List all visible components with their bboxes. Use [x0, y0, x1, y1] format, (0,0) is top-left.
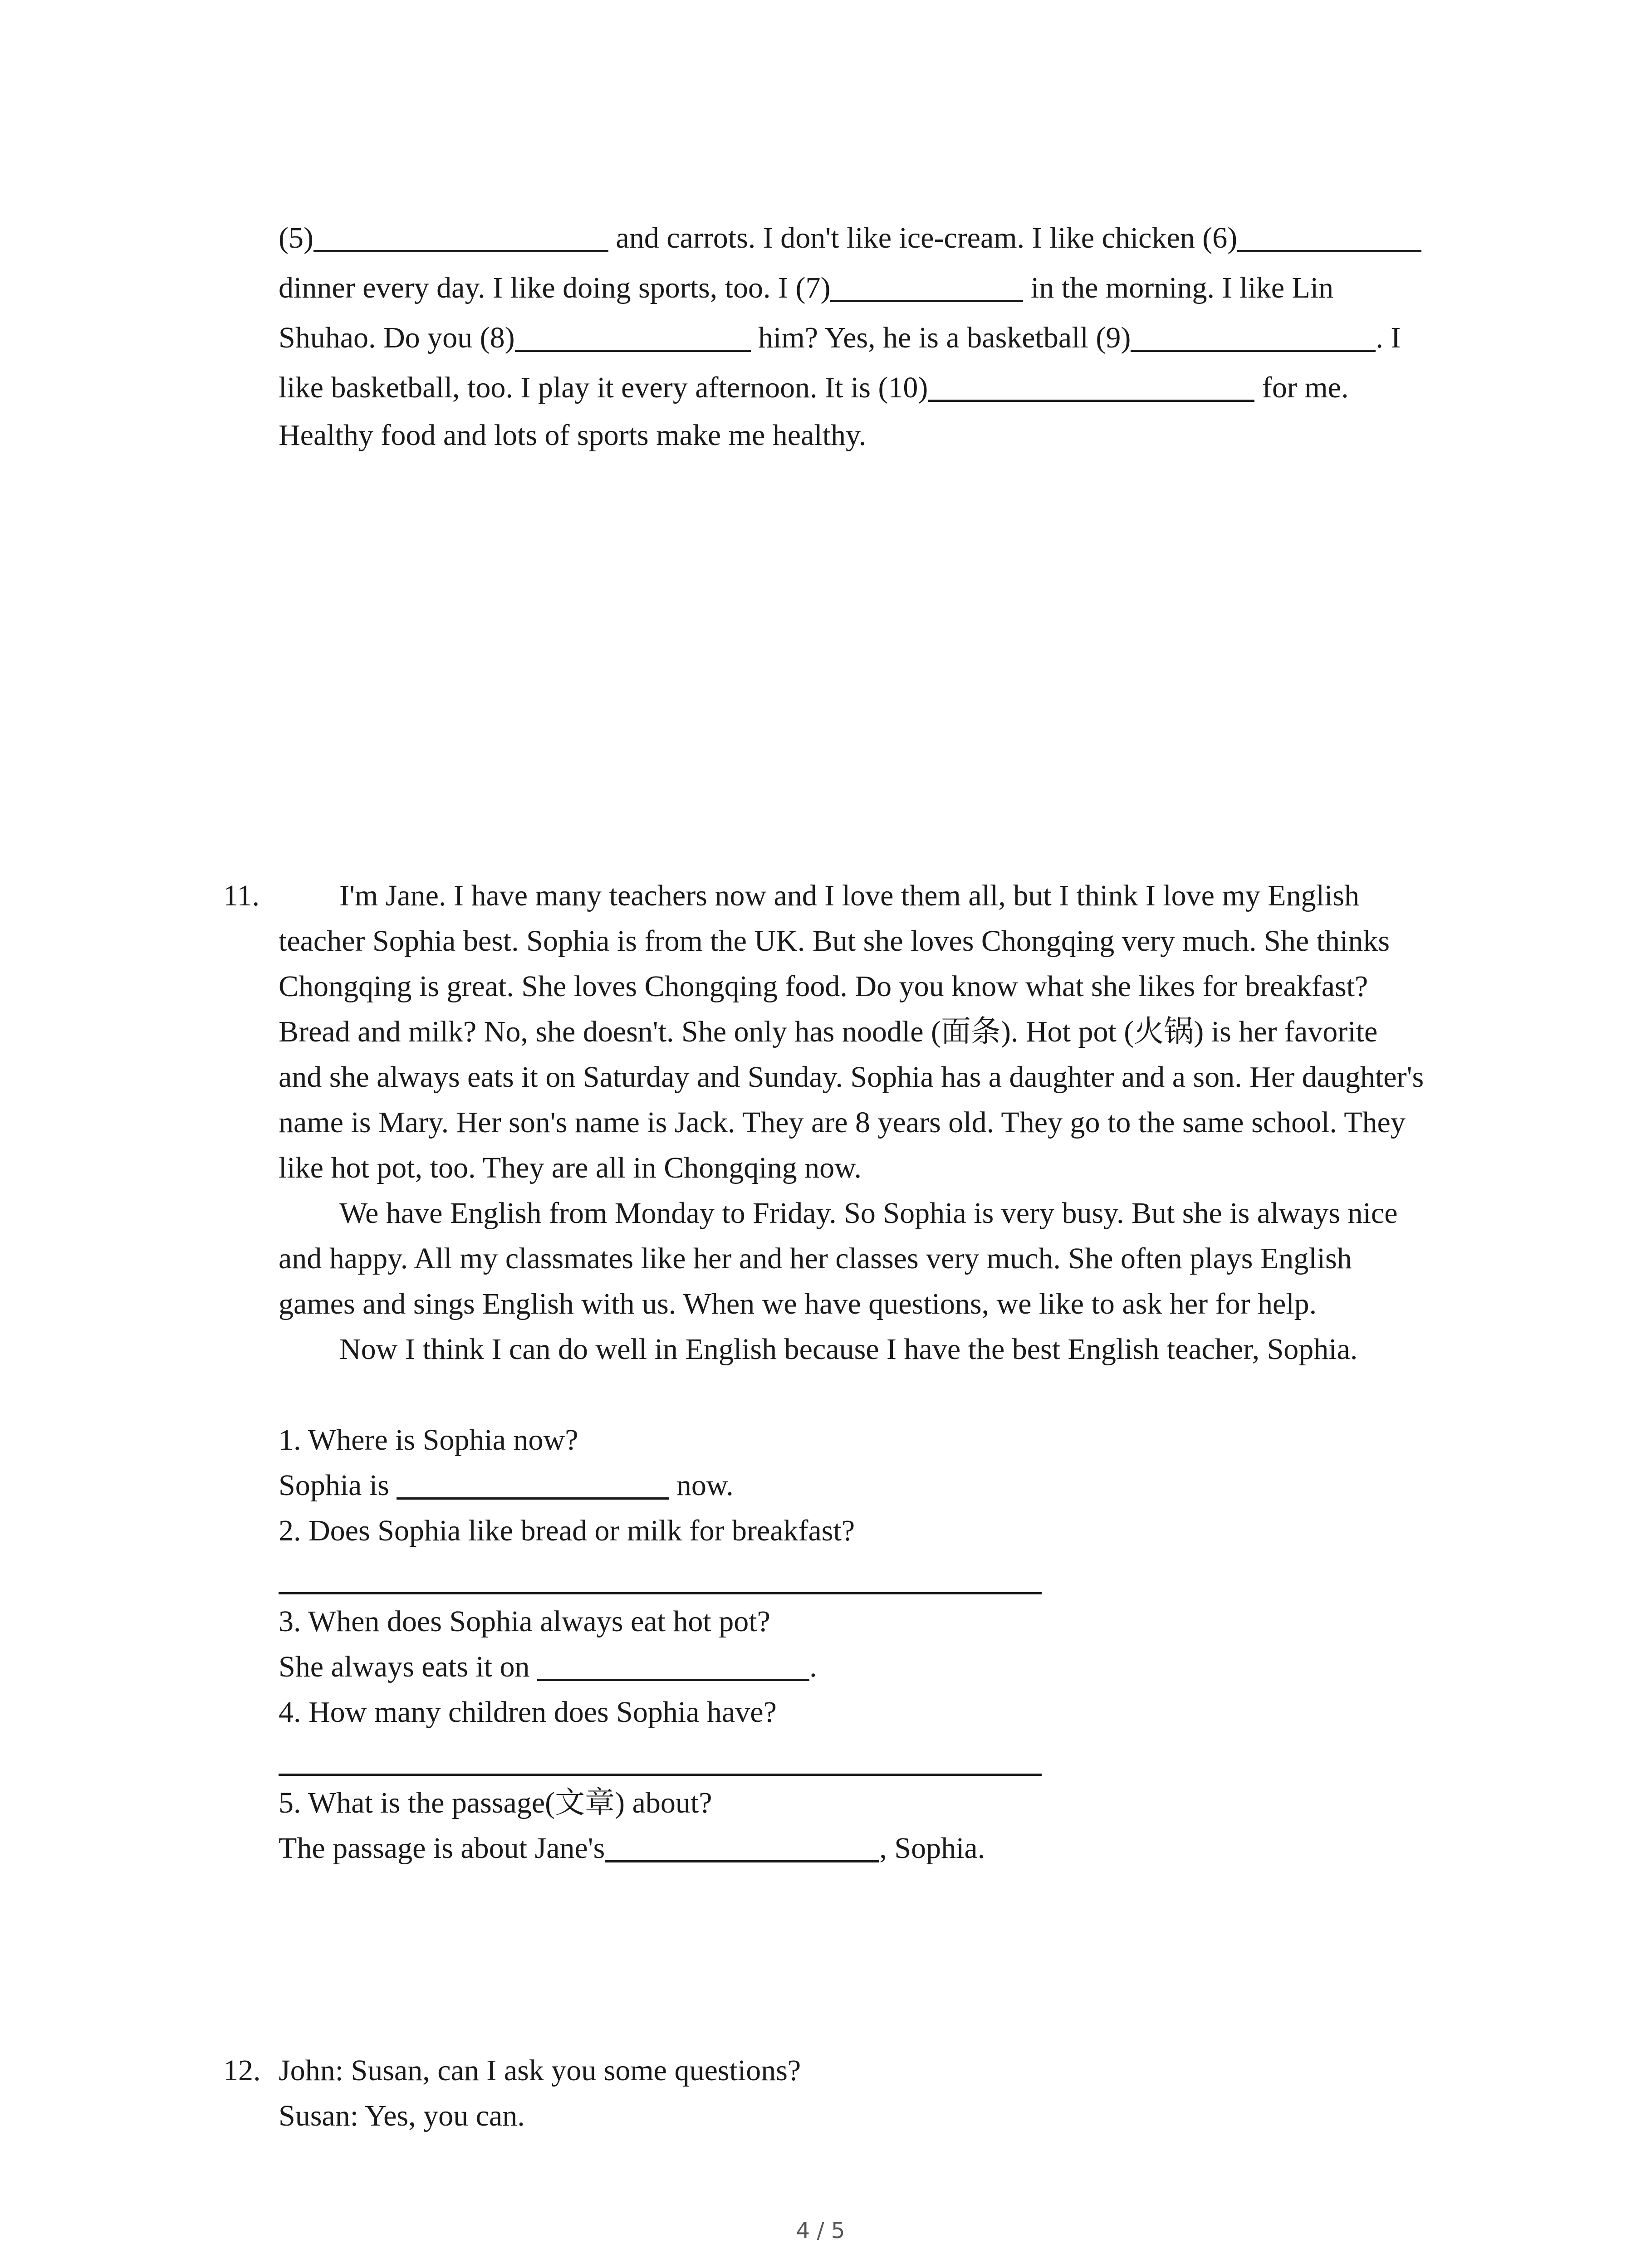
q11-answer-1 [279, 1465, 734, 1506]
q11-question-5: 5. What is the passage(文章) about? [279, 1786, 712, 1819]
passage10-text: dinner every day. I like doing sports, too. I (7) [279, 271, 831, 304]
answer-prompt: She always eats it on [279, 1650, 538, 1683]
q11-answer-3 [279, 1647, 817, 1687]
passage10-text: for me. [1254, 371, 1349, 404]
passage10-line-2 [279, 268, 1333, 308]
answer-prompt: now. [669, 1469, 734, 1502]
q11-paragraph-line: like hot pot, too. They are all in Chongqing now. [279, 1151, 862, 1184]
answer-line-q2[interactable] [279, 1592, 1042, 1594]
passage10-line-4 [279, 367, 1349, 408]
q11-answer-5 [279, 1828, 985, 1869]
answer-prompt: Sophia is [279, 1469, 397, 1502]
passage10-text: and carrots. I don't like ice-cream. I like chicken (6) [608, 221, 1238, 254]
q11-paragraph-line: and happy. All my classmates like her and her classes very much. She often plays English [279, 1242, 1352, 1275]
passage10-line-1 [279, 218, 1421, 259]
q12-dialogue-line: John: Susan, can I ask you some questions? [279, 2054, 801, 2087]
answer-blank-q3[interactable] [537, 1649, 809, 1681]
q11-paragraph-line: We have English from Monday to Friday. So Sophia is very busy. But she is always nice [339, 1197, 1398, 1230]
q11-paragraph-line: games and sings English with us. When we have questions, we like to ask her for help. [279, 1287, 1317, 1320]
answer-blank-10[interactable] [928, 370, 1254, 402]
q11-paragraph-line: I'm Jane. I have many teachers now and I love them all, but I think I love my English [339, 879, 1359, 912]
answer-prompt: , Sophia. [879, 1832, 985, 1865]
q11-paragraph-line: and she always eats it on Saturday and Sunday. Sophia has a daughter and a son. Her daughter's [279, 1061, 1424, 1094]
q11-question-1: 1. Where is Sophia now? [279, 1423, 578, 1457]
answer-blank-8[interactable] [515, 320, 751, 352]
passage10-text: in the morning. I like Lin [1023, 271, 1334, 304]
passage10-text: (5) [279, 221, 314, 254]
q11-question-3: 3. When does Sophia always eat hot pot? [279, 1605, 770, 1638]
q11-question-4: 4. How many children does Sophia have? [279, 1696, 777, 1729]
q11-paragraph-line: Bread and milk? No, she doesn't. She only has noodle (面条). Hot pot (火锅) is her favorite [279, 1015, 1378, 1048]
passage10-line-5: Healthy food and lots of sports make me healthy. [279, 419, 867, 452]
question-number-12: 12. [223, 2054, 261, 2087]
answer-blank-9[interactable] [1131, 320, 1376, 352]
question-number-11: 11. [223, 879, 260, 912]
q11-paragraph-line: teacher Sophia best. Sophia is from the UK. But she loves Chongqing very much. She thinks [279, 924, 1390, 958]
passage10-text: like basketball, too. I play it every afternoon. It is (10) [279, 371, 928, 404]
passage10-text: Shuhao. Do you (8) [279, 321, 515, 354]
answer-blank-q5[interactable] [605, 1830, 879, 1862]
answer-blank-5[interactable] [314, 220, 608, 252]
answer-blank-q1[interactable] [397, 1467, 669, 1500]
q11-question-2: 2. Does Sophia like bread or milk for breakfast? [279, 1514, 855, 1547]
answer-prompt: The passage is about Jane's [279, 1832, 605, 1865]
q11-paragraph-line: Now I think I can do well in English because I have the best English teacher, Sophia. [339, 1333, 1358, 1366]
passage10-line-3 [279, 318, 1401, 358]
q12-dialogue-line: Susan: Yes, you can. [279, 2099, 525, 2132]
page-indicator: 4 / 5 [796, 2218, 845, 2244]
q11-paragraph-line: Chongqing is great. She loves Chongqing food. Do you know what she likes for breakfast? [279, 970, 1368, 1003]
passage10-text: . I [1376, 321, 1401, 354]
q11-paragraph-line: name is Mary. Her son's name is Jack. They are 8 years old. They go to the same school. They [279, 1106, 1406, 1139]
answer-blank-7[interactable] [830, 270, 1023, 302]
answer-line-q4[interactable] [279, 1774, 1042, 1776]
answer-prompt: . [809, 1650, 817, 1683]
answer-blank-6[interactable] [1237, 220, 1421, 252]
passage10-text: him? Yes, he is a basketball (9) [750, 321, 1131, 354]
